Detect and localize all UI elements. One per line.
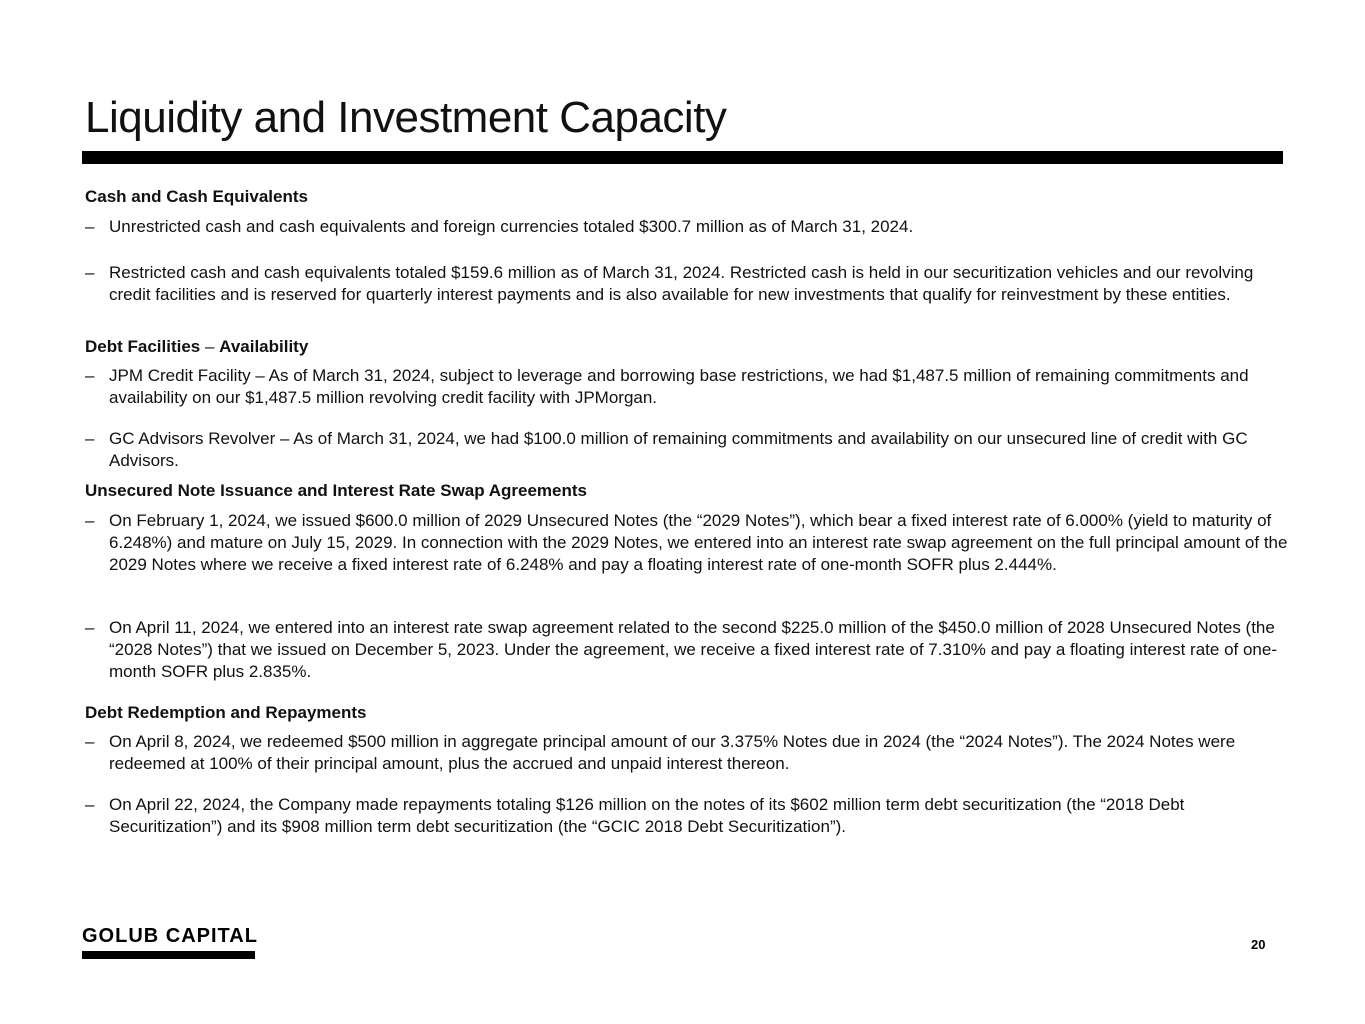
section-heading-debt-facilities [85,336,308,358]
bullet-text: Restricted cash and cash equivalents totaled $159.6 million as of March 31, 2024. Restricted cash is held in our securitization vehicles and our revolving credit facilities and is reserved for quarterly interest payments and is also available for new investments that qualify for reinvestment by these entities. [109,263,1254,304]
bullet-text: On April 11, 2024, we entered into an interest rate swap agreement related to the second $225.0 million of the $450.0 million of 2028 Unsecured Notes (the “2028 Notes”) that we issued on December 5, 2023. Under the agreement, we receive a fixed interest rate of 7.310% and pay a floating interest rate of one-month SOFR plus 2.835%. [109,618,1278,681]
logo-underline [82,951,255,959]
bullet-dash: – [85,511,95,530]
page-title: Liquidity and Investment Capacity [85,93,727,142]
bullet-dash: – [85,429,95,448]
page-number: 20 [1251,937,1266,952]
bullet-text: GC Advisors Revolver – As of March 31, 2024, we had $100.0 million of remaining commitments and availability on our unsecured line of credit with GC Advisors. [109,429,1248,470]
bullet-dash: – [85,732,95,751]
bullet-dash: – [85,263,95,282]
bullet-dash: – [85,217,95,236]
title-rule [82,151,1283,164]
section-heading-cash: Cash and Cash Equivalents [85,187,308,206]
bullet-text: On April 22, 2024, the Company made repayments totaling $126 million on the notes of its $602 million term debt securitization (the “2018 Debt Securitization”) and its $908 million term debt securitization (the “GCIC 2018 Debt Securitization”). [109,795,1185,836]
heading-separator: – [200,337,220,356]
bullet-item [85,262,1290,306]
heading-part: Debt Facilities [85,337,201,356]
bullet-item [85,794,1290,838]
bullet-item [85,365,1290,409]
bullet-text: JPM Credit Facility – As of March 31, 2024, subject to leverage and borrowing base restrictions, we had $1,487.5 million of remaining commitments and availability on our $1,487.5 million revolving credit facility with JPMorgan. [109,366,1249,407]
bullet-text: Unrestricted cash and cash equivalents and foreign currencies totaled $300.7 million as of March 31, 2024. [109,217,914,236]
section-heading-unsecured-notes: Unsecured Note Issuance and Interest Rate Swap Agreements [85,481,587,500]
bullet-dash: – [85,795,95,814]
bullet-text: On February 1, 2024, we issued $600.0 million of 2029 Unsecured Notes (the “2029 Notes”), which bear a fixed interest rate of 6.000% (yield to maturity of 6.248%) and mature on July 15, 2029. In connection with the 2029 Notes, we entered into an interest rate swap agreement on the full principal amount of the 2029 Notes where we receive a fixed interest rate of 6.248% and pay a floating interest rate of one-month SOFR plus 2.444%. [109,511,1288,574]
bullet-text: On April 8, 2024, we redeemed $500 million in aggregate principal amount of our 3.375% Notes due in 2024 (the “2024 Notes”). The 2024 Notes were redeemed at 100% of their principal amount, plus the accrued and unpaid interest thereon. [109,732,1236,773]
bullet-item [85,428,1290,472]
bullet-item [85,510,1290,576]
bullet-item [85,216,1290,238]
heading-part: Availability [219,337,309,356]
section-heading-redemption: Debt Redemption and Repayments [85,703,367,722]
bullet-item [85,731,1290,775]
bullet-item [85,617,1290,683]
bullet-dash: – [85,618,95,637]
company-logo: GOLUB CAPITAL [82,925,258,947]
bullet-dash: – [85,366,95,385]
